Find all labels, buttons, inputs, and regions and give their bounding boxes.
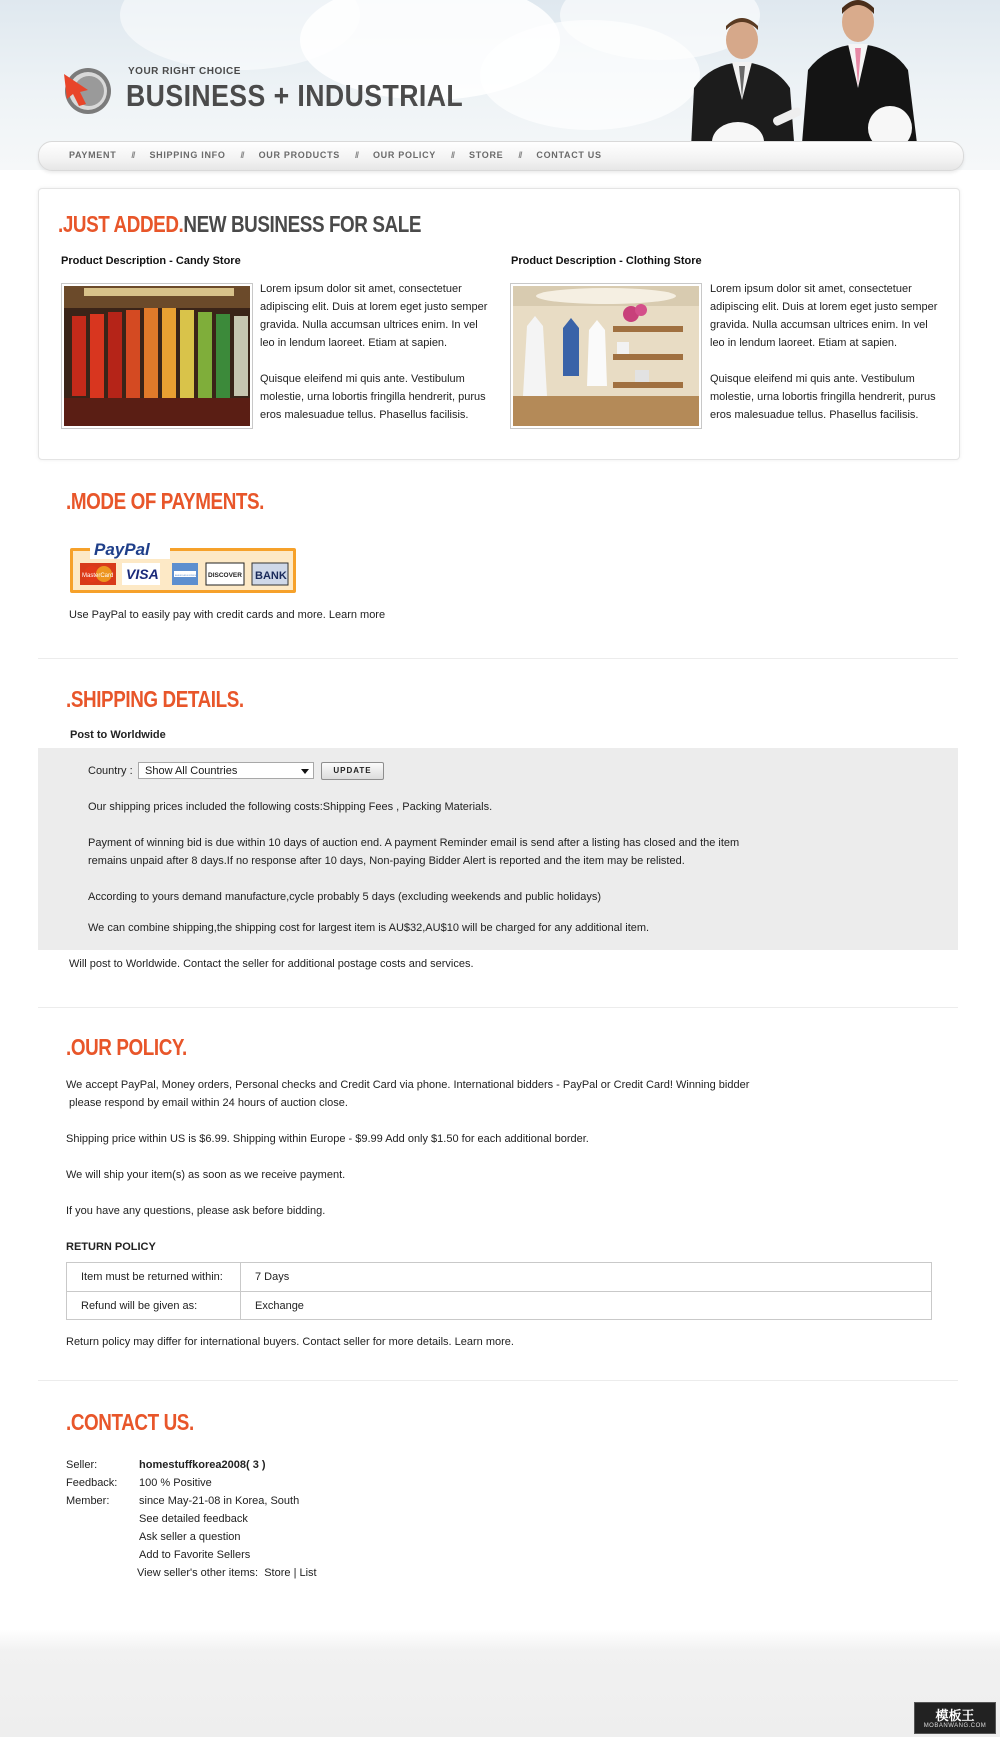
member-label: Member: xyxy=(66,1495,110,1507)
product-paragraph: Lorem ipsum dolor sit amet, consectetuer adipiscing elit. Duis at lorem eget justo semper gravida. Nulla accumsan ultrices enim. In vel leo in lendum laoreet. Etiam at sapien. xyxy=(260,283,488,349)
shipping-info-text: remains unpaid after 8 days.If no response after 10 days, Non-paying Bidder Alert is reported and the item may be relisted. xyxy=(88,855,685,867)
seller-label: Seller: xyxy=(66,1459,98,1471)
shipping-title: .SHIPPING DETAILS. xyxy=(66,686,244,712)
policy-text: If you have any questions, please ask before bidding. xyxy=(66,1205,326,1217)
section-divider xyxy=(38,658,958,659)
product-paragraph: Quisque eleifend mi quis ante. Vestibulum molestie, urna lobortis fringilla hendrerit, purus eros malesuadue tellus. Phasellus facilisis. xyxy=(260,373,486,421)
seller-name-link[interactable]: homestuffkorea2008( 3 ) xyxy=(139,1459,266,1471)
paypal-wordmark: PayPal xyxy=(94,540,150,559)
nav-link-store[interactable]: STORE xyxy=(469,150,504,160)
policy-title: .OUR POLICY. xyxy=(66,1034,187,1060)
section-divider xyxy=(38,1380,958,1381)
table-row xyxy=(67,1263,931,1292)
payments-title: .MODE OF PAYMENTS. xyxy=(66,488,265,514)
paypal-badge[interactable] xyxy=(70,539,296,593)
policy-text: please respond by email within 24 hours of auction close. xyxy=(66,1097,348,1109)
brand-tagline: YOUR RIGHT CHOICE xyxy=(128,66,241,77)
return-policy-note: Return policy may differ for international buyers. Contact seller for more details. Learn more. xyxy=(66,1336,514,1348)
product-description xyxy=(710,280,940,442)
amex-label: AMERICAN EXPRESS xyxy=(175,575,198,577)
product-paragraph: Lorem ipsum dolor sit amet, consectetuer adipiscing elit. Duis at lorem eget justo semper gravida. Nulla accumsan ultrices enim. In vel leo in lendum laoreet. Etiam at sapien. xyxy=(710,283,938,349)
member-value: since May-21-08 in Korea, South xyxy=(139,1495,300,1507)
country-label: Country : xyxy=(88,765,133,777)
contact-title: .CONTACT US. xyxy=(66,1409,194,1435)
ask-question-link[interactable]: Ask seller a question xyxy=(139,1531,241,1543)
product-heading: Product Description - Candy Store xyxy=(61,255,241,267)
policy-text: We will ship your item(s) as soon as we receive payment. xyxy=(66,1169,346,1181)
chevron-down-icon xyxy=(301,769,309,774)
shipping-info-text: According to yours demand manufacture,cycle probably 5 days (excluding weekends and public holidays) xyxy=(88,891,602,903)
table-divider xyxy=(240,1263,241,1291)
nav-separator: // xyxy=(240,150,244,160)
other-items-link[interactable]: View seller's other items: Store | List xyxy=(137,1567,317,1579)
page-footer xyxy=(0,1630,1000,1737)
country-select-value: Show All Countries xyxy=(145,765,238,777)
product-heading: Product Description - Clothing Store xyxy=(511,255,702,267)
policy-text: Shipping price within US is $6.99. Shipping within Europe - $9.99 Add only $1.50 for each additional border. xyxy=(66,1133,589,1145)
shipping-info-text: We can combine shipping,the shipping cost for largest item is AU$32,AU$10 will be charged for any additional item. xyxy=(88,922,650,934)
shipping-info-text: Payment of winning bid is due within 10 days of auction end. A payment Reminder email is send after a listing has closed and the item xyxy=(88,837,740,849)
nav-separator: // xyxy=(451,150,455,160)
country-select[interactable] xyxy=(138,762,314,779)
table-cell-value: Exchange xyxy=(255,1300,304,1312)
feedback-label: Feedback: xyxy=(66,1477,118,1489)
nav-link-payment[interactable]: PAYMENT xyxy=(69,150,117,160)
paypal-info-text: Use PayPal to easily pay with credit cards and more. Learn more xyxy=(69,609,386,621)
section-divider xyxy=(38,1007,958,1008)
product-description xyxy=(260,280,490,442)
add-favorite-link[interactable]: Add to Favorite Sellers xyxy=(139,1549,251,1561)
bank-label: BANK xyxy=(255,570,287,582)
shipping-info-text: Our shipping prices included the following costs:Shipping Fees , Packing Materials. xyxy=(88,801,493,813)
watermark-title: 模板王 xyxy=(935,1709,975,1724)
nav-separator: // xyxy=(518,150,522,160)
just-added-title: .JUST ADDED.NEW BUSINESS FOR SALE xyxy=(58,211,422,237)
nav-list xyxy=(69,150,602,160)
table-cell-label: Refund will be given as: xyxy=(81,1300,198,1312)
main-nav-bar xyxy=(38,141,964,171)
shipping-footer-text: Will post to Worldwide. Contact the seller for additional postage costs and services. xyxy=(69,958,474,970)
see-feedback-link[interactable]: See detailed feedback xyxy=(139,1513,248,1525)
candy-store-image[interactable] xyxy=(61,283,253,429)
shipping-subtitle: Post to Worldwide xyxy=(70,729,166,741)
policy-text: We accept PayPal, Money orders, Personal checks and Credit Card via phone. International bidders - PayPal or Credit Card! Winning bidder xyxy=(66,1079,750,1091)
nav-link-our-policy[interactable]: OUR POLICY xyxy=(372,150,436,160)
feedback-value: 100 % Positive xyxy=(139,1477,212,1489)
logo-icon[interactable] xyxy=(62,66,112,116)
nav-separator: // xyxy=(354,150,358,160)
visa-label: VISA xyxy=(126,566,159,582)
brand-name: BUSINESS + INDUSTRIAL xyxy=(126,78,464,113)
nav-link-our-products[interactable]: OUR PRODUCTS xyxy=(258,150,340,160)
watermark-url: MOBANWANG.COM xyxy=(923,1723,987,1729)
update-button[interactable]: UPDATE xyxy=(321,762,384,780)
product-paragraph: Quisque eleifend mi quis ante. Vestibulum molestie, urna lobortis fringilla hendrerit, purus eros malesuadue tellus. Phasellus facilisis. xyxy=(710,373,936,421)
mastercard-label: MasterCard xyxy=(82,573,114,579)
watermark-logo xyxy=(914,1702,996,1734)
discover-label: DISCOVER xyxy=(208,572,242,579)
nav-separator: // xyxy=(131,150,135,160)
return-policy-table xyxy=(66,1262,932,1320)
nav-link-shipping-info[interactable]: SHIPPING INFO xyxy=(149,150,226,160)
return-policy-heading: RETURN POLICY xyxy=(66,1241,156,1253)
table-cell-value: 7 Days xyxy=(255,1271,290,1283)
table-row xyxy=(67,1292,931,1320)
nav-link-contact-us[interactable]: CONTACT US xyxy=(536,150,602,160)
table-divider xyxy=(240,1292,241,1320)
clothing-store-image[interactable] xyxy=(510,283,702,429)
table-cell-label: Item must be returned within: xyxy=(81,1271,223,1283)
